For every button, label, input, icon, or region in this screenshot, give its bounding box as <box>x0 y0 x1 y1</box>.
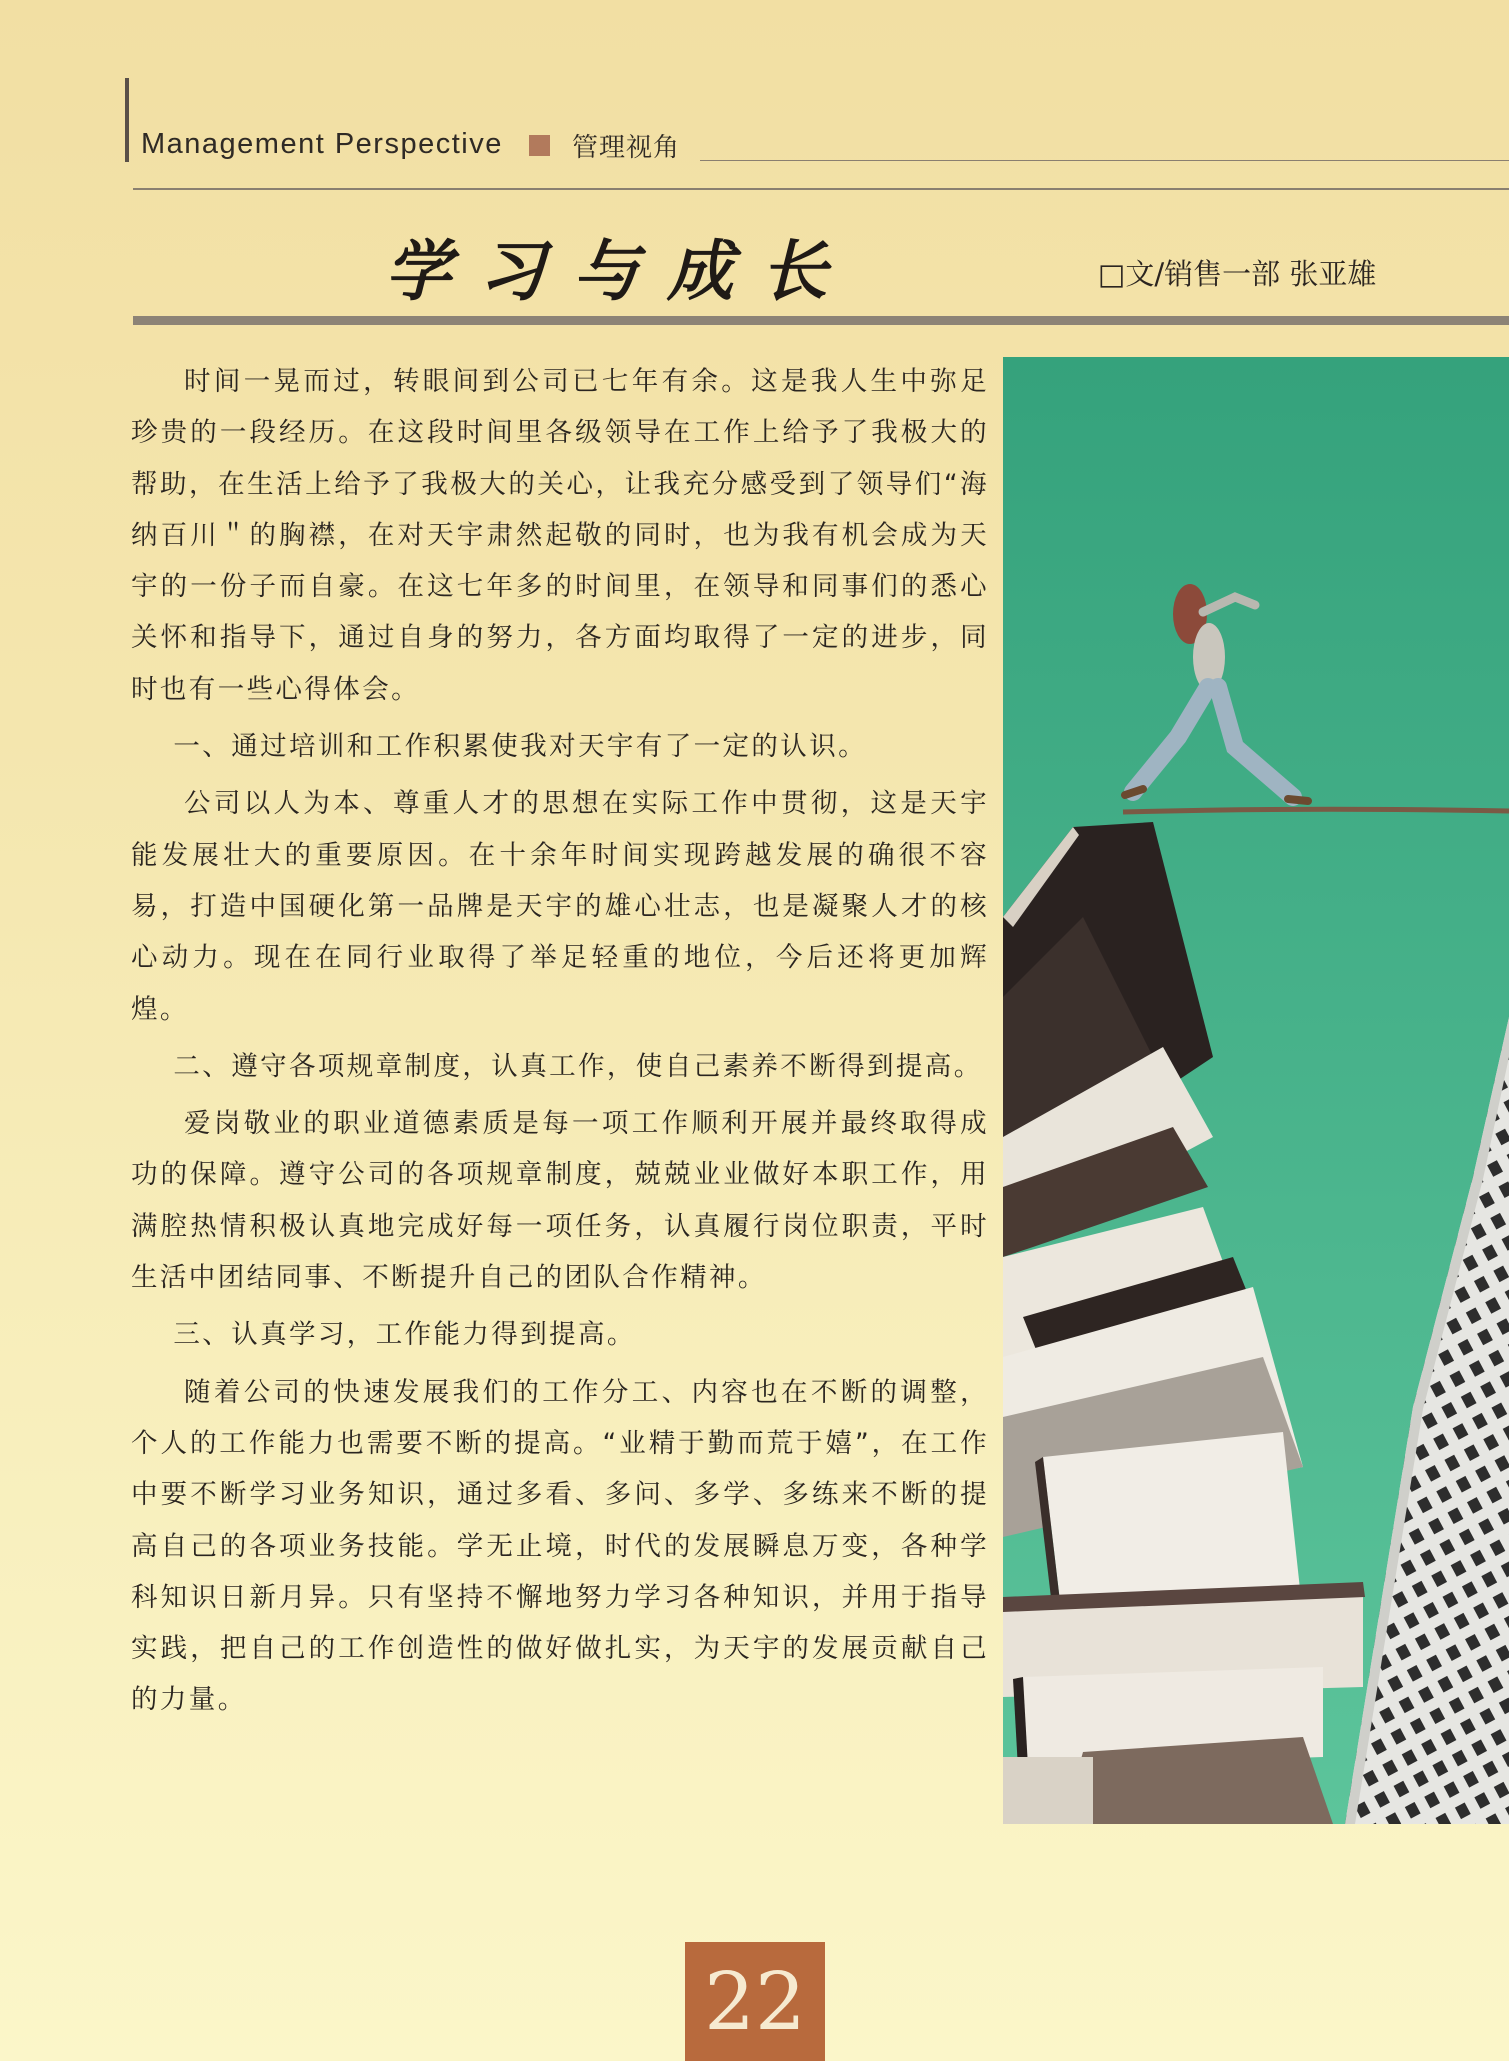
article-body <box>131 356 989 1732</box>
article-photo <box>1003 357 1509 1824</box>
paragraph-section-2: 爱岗敬业的职业道德素质是每一项工作顺利开展并最终取得成功的保障。遵守公司的各项规章制度，兢兢业业做好本职工作，用满腔热情积极认真地完成好每一项任务，认真履行岗位职责，平时生活中团结同事、不断提升自己的团队合作精神。 <box>131 1108 989 1294</box>
page-number: 22 <box>685 1942 825 2061</box>
section-heading-3: 三、认真学习，工作能力得到提高。 <box>173 1319 636 1351</box>
section-heading-1: 一、通过培训和工作积累使我对天宇有了一定的认识。 <box>173 731 867 763</box>
section-square-icon <box>529 135 550 156</box>
article-title: 学习与成长 <box>385 232 855 310</box>
paragraph-intro: 时间一晃而过，转眼间到公司已七年有余。这是我人生中弥足珍贵的一段经历。在这段时间里各级领导在工作上给予了我极大的帮助，在生活上给予了我极大的关心，让我充分感受到了领导们“海纳百川＂的胸襟，在对天宇肃然起敬的同时，也为我有机会成为天宇的一份子而自豪。在这七年多的时间里，在领导和同事们的悉心关怀和指导下，通过自身的努力，各方面均取得了一定的进步，同时也有一些心得体会。 <box>131 366 989 705</box>
title-rule-top <box>133 188 1509 190</box>
header-accent-bar <box>125 78 129 162</box>
section-title-chinese: 管理视角 <box>572 133 681 163</box>
title-rule-bottom <box>133 316 1509 325</box>
section-title-english: Management Perspective <box>141 128 503 160</box>
paragraph-section-3: 随着公司的快速发展我们的工作分工、内容也在不断的调整，个人的工作能力也需要不断的提高。“业精于勤而荒于嬉”，在工作中要不断学习业务知识，通过多看、多问、多学、多练来不断的提高自己的各项业务技能。学无止境，时代的发展瞬息万变，各种学科知识日新月异。只有坚持不懈地努力学习各种知识，并用于指导实践，把自己的工作创造性的做好做扎实，为天宇的发展贡献自己的力量。 <box>131 1376 989 1716</box>
article-byline: □文/销售一部 张亚雄 <box>1098 257 1377 291</box>
paragraph-section-1: 公司以人为本、尊重人才的思想在实际工作中贯彻，这是天宇能发展壮大的重要原因。在十余年时间实现跨越发展的确很不容易，打造中国硬化第一品牌是天宇的雄心壮志，也是凝聚人才的核心动力。现在在同行业取得了举足轻重的地位，今后还将更加辉煌。 <box>131 788 989 1025</box>
header-rule <box>700 160 1509 161</box>
section-heading-2: 二、遵守各项规章制度，认真工作，使自己素养不断得到提高。 <box>173 1050 983 1082</box>
